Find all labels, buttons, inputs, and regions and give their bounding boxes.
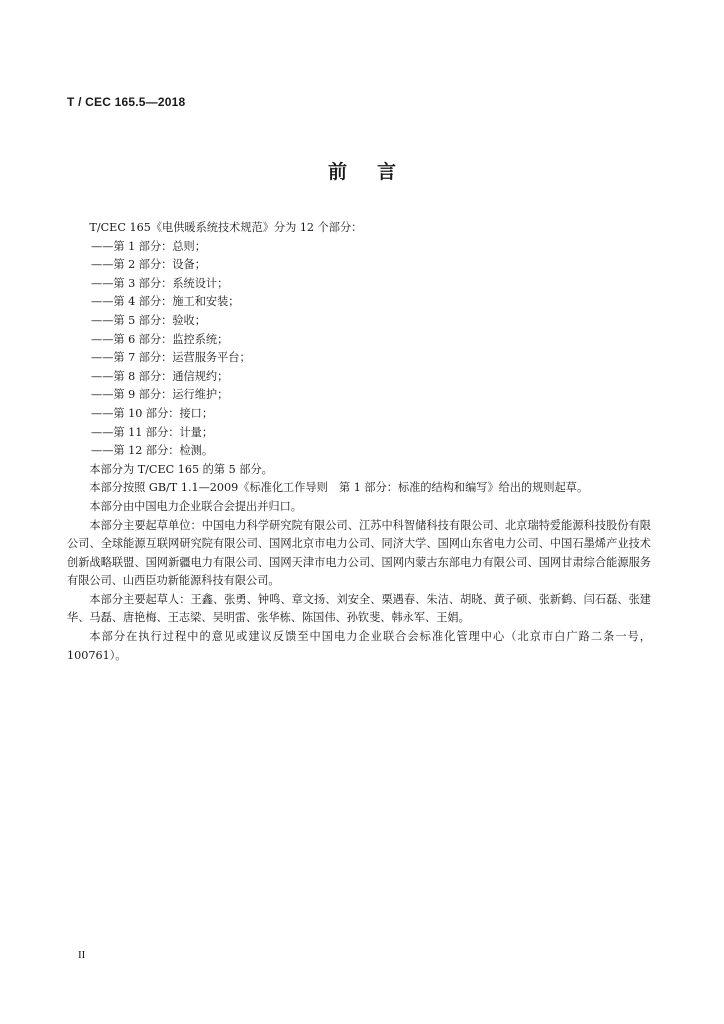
list-item: ——第 3 部分：系统设计； — [91, 276, 229, 290]
intro-paragraph: T/CEC 165《电供暖系统技术规范》分为 12 个部分： — [89, 221, 363, 234]
page-number: II — [78, 949, 86, 961]
this-part-paragraph: 本部分为 T/CEC 165 的第 5 部分。 — [89, 462, 273, 476]
list-item: ——第 6 部分：监控系统； — [91, 332, 229, 346]
page-title: 前言 — [327, 161, 426, 183]
list-item: ——第 1 部分：总则； — [91, 239, 206, 253]
list-item: ——第 12 部分：检测。 — [91, 444, 214, 458]
list-item: ——第 4 部分：施工和安装； — [91, 295, 240, 309]
document-code: T / CEC 165.5—2018 — [67, 95, 186, 109]
drafting-units-paragraph: 本部分主要起草单位：中国电力科学研究院有限公司、江苏中科智储科技有限公司、北京瑞特爱能源科技股份有限公司、全球能源互联网研究院有限公司、国网北京市电力公司、同济大学、国网山东省电力公司、中国石墨烯产业技术创新战略联盟、国网新疆电力有限公司、国网天津市电力公司、国网内蒙古东部电力有限公司、国网甘肃综合能源服务有限公司、山西臣功新能源科技有限公司。 — [67, 518, 651, 588]
list-item: ——第 5 部分：验收； — [91, 313, 206, 327]
document-body — [67, 219, 651, 665]
drafting-rule-paragraph: 本部分按照 GB/T 1.1—2009《标准化工作导则 第 1 部分：标准的结构和编写》给出的规则起草。 — [89, 481, 589, 495]
list-item: ——第 11 部分：计量； — [91, 425, 214, 439]
list-item: ——第 8 部分：通信规约； — [91, 369, 229, 383]
feedback-paragraph: 本部分在执行过程中的意见或建议反馈至中国电力企业联合会标准化管理中心（北京市白广路二条一号，100761）。 — [67, 630, 651, 662]
proposer-paragraph: 本部分由中国电力企业联合会提出并归口。 — [89, 499, 302, 513]
list-item: ——第 10 部分：接口； — [91, 406, 214, 420]
list-item: ——第 9 部分：运行维护； — [91, 388, 229, 402]
drafters-paragraph: 本部分主要起草人：王鑫、张勇、钟鸣、章文扬、刘安全、栗遇春、朱洁、胡晓、黄子硕、张新鹤、闫石磊、张建华、马磊、唐艳梅、王志梁、吴明雷、张华栋、陈国伟、孙钦斐、韩永军、王娟。 — [67, 592, 651, 625]
parts-list — [67, 238, 651, 461]
list-item: ——第 2 部分：设备； — [91, 258, 206, 272]
list-item: ——第 7 部分：运营服务平台； — [91, 351, 251, 365]
